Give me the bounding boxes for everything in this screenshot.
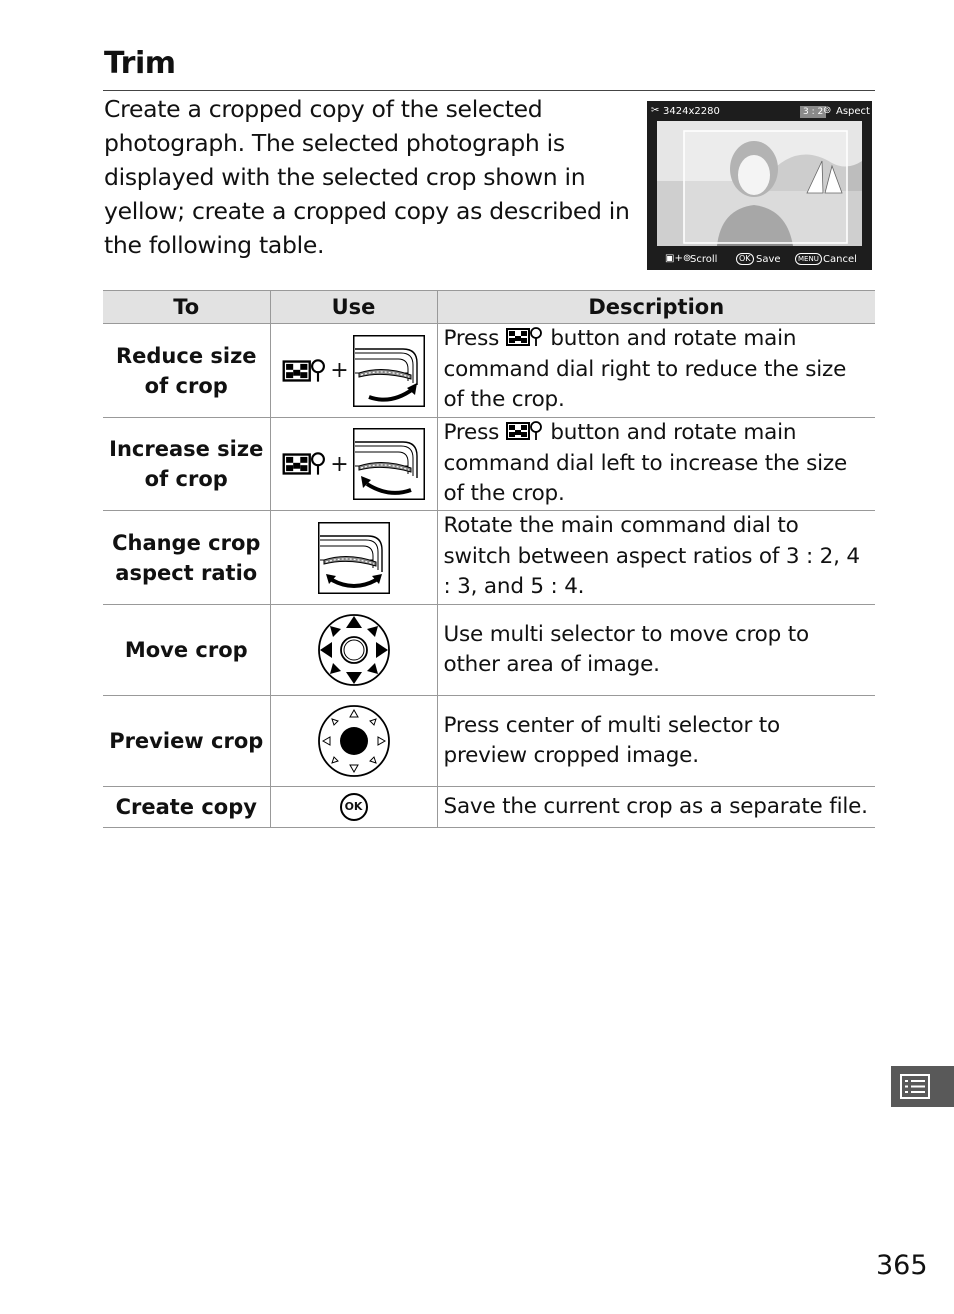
row-description xyxy=(437,418,875,511)
main-command-dial-left-icon xyxy=(353,428,425,500)
multi-selector-arrows-icon xyxy=(317,613,391,687)
aspect-label: Aspect xyxy=(836,106,870,117)
plus-sign: + xyxy=(330,451,349,477)
description-text-start: Press xyxy=(443,326,506,351)
title-rule xyxy=(103,90,875,91)
table-row xyxy=(103,418,875,511)
save-label: Save xyxy=(756,254,781,265)
header-use: Use xyxy=(270,291,437,324)
row-control xyxy=(270,696,437,787)
table-header-row xyxy=(103,291,875,324)
table-row xyxy=(103,696,875,787)
row-description: Use multi selector to move crop to other area of image. xyxy=(437,605,875,696)
row-action: Create copy xyxy=(103,787,270,828)
row-description: Press center of multi selector to preview cropped image. xyxy=(437,696,875,787)
retouch-menu-tab xyxy=(891,1066,954,1107)
dial-icon: ⊚ xyxy=(823,105,832,116)
thumbnail-zoom-button-icon xyxy=(506,420,544,442)
row-description: Save the current crop as a separate file. xyxy=(437,787,875,828)
thumbnail-zoom-button-icon xyxy=(282,451,328,477)
description-text-start: Press xyxy=(443,420,506,445)
description-text-end: button and rotate main command dial left to increase the size of the crop. xyxy=(443,420,847,506)
row-description: Rotate the main command dial to switch between aspect ratios of 3 : 2, 4 : 3, and 5 : 4. xyxy=(437,511,875,605)
row-action: Move crop xyxy=(103,605,270,696)
description-text-end: button and rotate main command dial right to reduce the size of the crop. xyxy=(443,326,847,412)
photo-preview xyxy=(647,101,872,270)
image-size-label: 3424x2280 xyxy=(663,106,720,117)
cancel-label: Cancel xyxy=(823,254,857,265)
menu-badge: MENU xyxy=(795,253,822,265)
row-control xyxy=(270,787,437,828)
row-control xyxy=(270,605,437,696)
plus-sign: + xyxy=(330,358,349,383)
header-description: Description xyxy=(437,291,875,324)
row-control xyxy=(270,511,437,605)
row-action: Preview crop xyxy=(103,696,270,787)
trim-controls-table xyxy=(103,290,875,828)
multi-selector-center-icon xyxy=(317,704,391,778)
ok-button-icon: OK xyxy=(340,793,368,821)
row-control xyxy=(270,418,437,511)
scissors-icon: ✂ xyxy=(651,105,660,116)
row-action: Change crop aspect ratio xyxy=(103,511,270,605)
table-row xyxy=(103,324,875,418)
scroll-label: Scroll xyxy=(690,254,718,265)
row-action: Increase size of crop xyxy=(103,418,270,511)
page-number: 365 xyxy=(876,1250,928,1281)
thumbnail-zoom-button-icon xyxy=(506,326,544,348)
thumbnail-zoom-button-icon xyxy=(282,358,328,384)
row-description xyxy=(437,324,875,418)
row-control xyxy=(270,324,437,418)
table-row xyxy=(103,511,875,605)
row-action: Reduce size of crop xyxy=(103,324,270,418)
page-title: Trim xyxy=(104,46,176,81)
header-to: To xyxy=(103,291,270,324)
ok-badge: OK xyxy=(736,253,754,265)
main-command-dial-icon xyxy=(318,522,390,594)
zoom-scroll-icon: ▣+⊚ xyxy=(665,253,692,264)
intro-paragraph: Create a cropped copy of the selected photograph. The selected photograph is displayed with the selected crop shown in yellow; create a cropped copy as described in the following table. xyxy=(104,95,630,259)
table-row xyxy=(103,787,875,828)
aspect-ratio-badge: 3 : 2 xyxy=(800,106,826,118)
table-row xyxy=(103,605,875,696)
camera-screen-illustration xyxy=(647,101,872,270)
retouch-list-icon xyxy=(891,1066,954,1107)
main-command-dial-right-icon xyxy=(353,335,425,407)
